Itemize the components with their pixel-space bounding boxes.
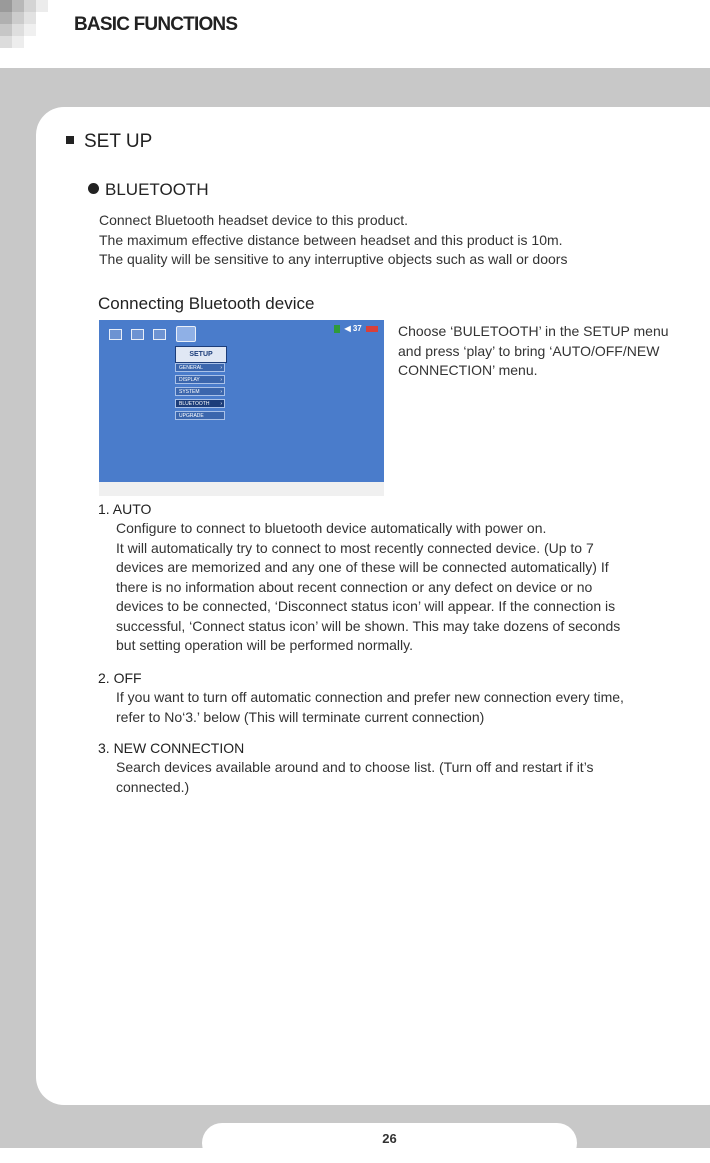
bluetooth-heading [88,180,209,200]
arrow-right-icon: › [220,401,222,407]
page-header [0,0,710,68]
speaker-icon: ◀ [344,324,351,333]
menu-item-upgrade [175,411,225,420]
bluetooth-heading-text: BLUETOOTH [105,180,209,199]
off-title: 2. OFF [98,670,142,686]
auto-description [116,519,620,656]
music-icon [109,329,122,340]
menu-item-label: SYSTEM [179,389,200,395]
intro-line: The quality will be sensitive to any interruptive objects such as wall or doors [99,251,568,267]
square-bullet-icon [66,136,74,144]
photo-icon [153,329,166,340]
volume-number: 37 [352,324,362,333]
setup-menu-title: SETUP [175,346,227,363]
menu-item-label: DISPLAY [179,377,200,383]
connecting-heading: Connecting Bluetooth device [98,294,315,313]
menu-item-display [175,375,225,384]
new-connection-line: Search devices available around and to choose list. (Turn off and restart if it’s [116,759,594,775]
instruction-line: and press ‘play’ to bring ‘AUTO/OFF/NEW [398,342,660,359]
video-icon [131,329,144,340]
menu-item-general [175,363,225,372]
intro-line: The maximum effective distance between headset and this product is 10m. [99,231,563,248]
page-number: 26 [382,1131,397,1146]
arrow-right-icon: › [220,377,222,383]
menu-item-bluetooth [175,399,225,408]
auto-line: successful, ‘Connect status icon’ will be shown. This may take dozens of seconds [116,617,621,634]
auto-title: 1. AUTO [98,501,152,517]
auto-line: devices to be connected, ‘Disconnect status icon’ will appear. If the connection is [116,598,616,614]
instruction-line: Choose ‘BULETOOTH’ in the SETUP menu [398,323,669,339]
instruction-line: CONNECTION’ menu. [398,362,538,378]
off-line: refer to No‘3.’ below (This will terminate current connection) [116,708,485,725]
status-bar [334,324,378,333]
arrow-right-icon: › [220,389,222,395]
intro-line: Connect Bluetooth headset device to this product. [99,212,408,228]
battery-icon [366,326,378,332]
settings-icon [176,326,196,342]
auto-line: Configure to connect to bluetooth device automatically with power on. [116,520,547,536]
intro-paragraph [99,211,567,270]
menu-item-system [175,387,225,396]
device-screen-illustration [99,320,384,482]
new-connection-title: 3. NEW CONNECTION [98,740,245,756]
bluetooth-status-icon [334,325,340,333]
off-description [116,688,624,727]
connecting-instructions [398,322,710,381]
screen-shadow [99,482,384,496]
auto-line: It will automatically try to connect to most recently connected device. (Up to 7 [116,539,594,556]
new-connection-line: connected.) [116,778,190,795]
decorative-grid-icon [0,0,48,48]
auto-line: devices are memorized and any one of these will be connected automatically) If [116,559,609,575]
off-line: If you want to turn off automatic connection and prefer new connection every time, [116,689,624,705]
menu-item-label: BLUETOOTH [179,401,210,407]
arrow-right-icon: › [220,365,222,371]
section-header-title: BASIC FUNCTIONS [74,14,238,35]
setup-heading-text: SET UP [84,131,153,152]
new-connection-description [116,758,594,797]
menu-item-label: UPGRADE [179,413,204,419]
auto-line: but setting operation will be performed normally. [116,637,414,653]
setup-heading [66,131,152,153]
auto-line: there is no information about recent connection or any defect on device or no [116,578,593,595]
dot-bullet-icon [88,183,99,194]
menu-item-label: GENERAL [179,365,203,371]
